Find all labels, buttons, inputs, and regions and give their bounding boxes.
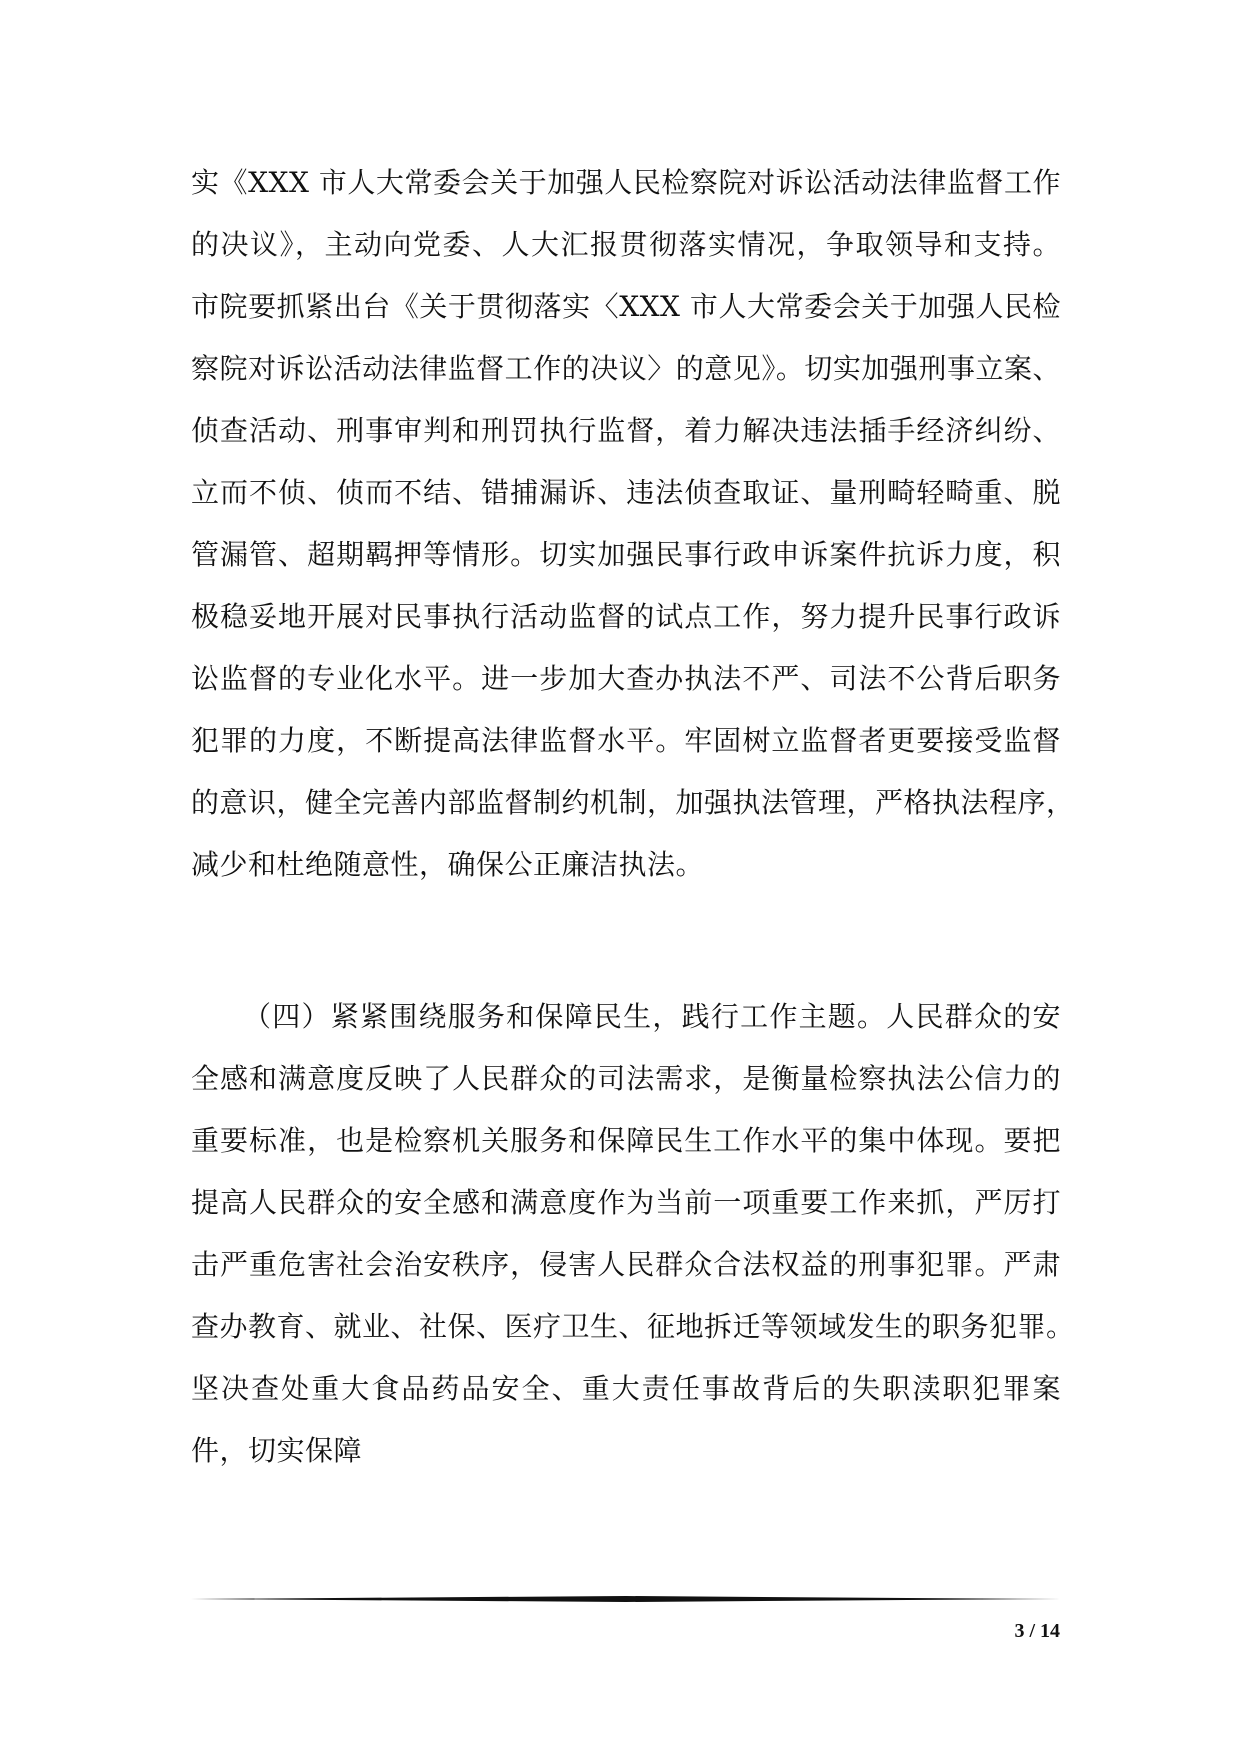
text-line: 坚决查处重大食品药品安全、重大责任事故背后的失职渎职犯罪案 [191,1372,1061,1405]
page-number: 3 / 14 [1014,1620,1060,1642]
text-line: 极稳妥地开展对民事执行活动监督的试点工作，努力提升民事行政诉 [191,600,1061,633]
text-line: （四）紧紧围绕服务和保障民生，践行工作主题。人民群众的安 [243,1000,1061,1033]
text-line: 立而不侦、侦而不结、错捕漏诉、违法侦查取证、量刑畸轻畸重、脱 [191,476,1061,509]
text-line: 管漏管、超期羁押等情形。切实加强民事行政申诉案件抗诉力度，积 [191,538,1061,571]
text-line: 件，切实保障 [191,1434,363,1467]
body-paragraph-1 [191,152,1075,896]
text-line: 市院要抓紧出台《关于贯彻落实〈XXX 市人大常委会关于加强人民检 [191,290,1061,323]
text-line: 的决议》，主动向党委、人大汇报贯彻落实情况，争取领导和支持。 [191,228,1061,261]
text-line: 犯罪的力度，不断提高法律监督水平。牢固树立监督者更要接受监督 [191,724,1061,757]
text-line: 全感和满意度反映了人民群众的司法需求，是衡量检察执法公信力的 [191,1062,1061,1095]
text-line: 讼监督的专业化水平。进一步加大查办执法不严、司法不公背后职务 [191,662,1061,695]
text-line: 实《XXX 市人大常委会关于加强人民检察院对诉讼活动法律监督工作 [191,166,1061,199]
text-line: 提高人民群众的安全感和满意度作为当前一项重要工作来抓，严厉打 [191,1186,1061,1219]
text-line: 击严重危害社会治安秩序，侵害人民群众合法权益的刑事犯罪。严肃 [191,1248,1061,1281]
text-line: 查办教育、就业、社保、医疗卫生、征地拆迁等领域发生的职务犯罪。 [191,1310,1075,1343]
footer-divider [191,1595,1061,1603]
text-line: 察院对诉讼活动法律监督工作的决议〉的意见》。切实加强刑事立案、 [191,352,1061,385]
text-line: 侦查活动、刑事审判和刑罚执行监督，着力解决违法插手经济纠纷、 [191,414,1061,447]
body-paragraph-2 [191,986,1075,1482]
text-line: 减少和杜绝随意性，确保公正廉洁执法。 [191,848,705,881]
text-line: 的意识，健全完善内部监督制约机制，加强执法管理，严格执法程序， [191,786,1075,819]
text-line: 重要标准，也是检察机关服务和保障民生工作水平的集中体现。要把 [191,1124,1061,1157]
